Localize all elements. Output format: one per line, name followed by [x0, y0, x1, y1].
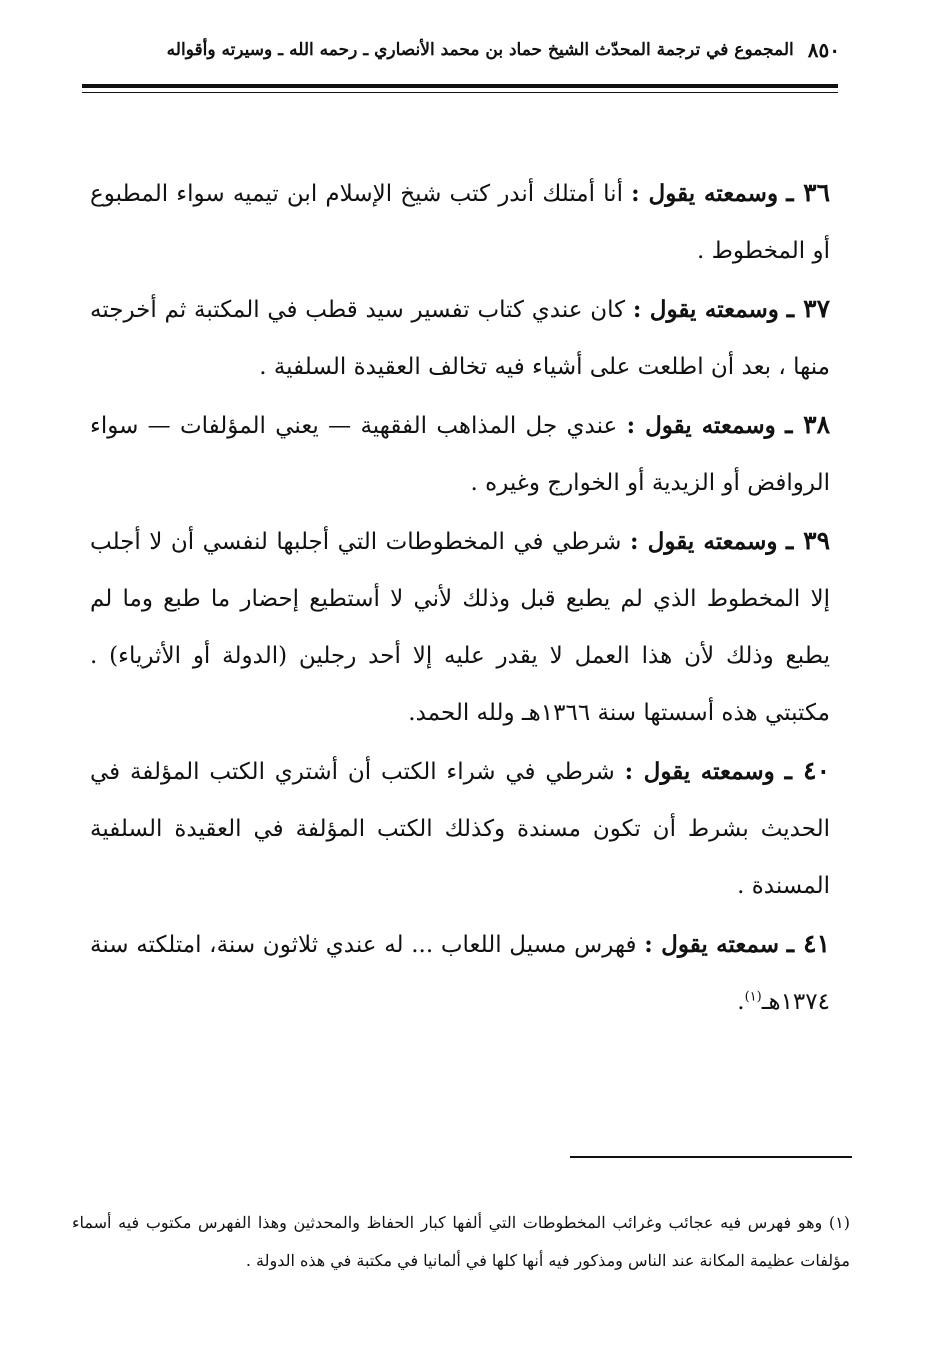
- entry-number: ٣٩ ـ: [785, 526, 830, 555]
- entry-number: ٣٦ ـ: [786, 178, 831, 207]
- main-text: [90, 164, 830, 1031]
- entry-number: ٤٠ ـ: [784, 756, 830, 785]
- entry-lead: وسمعته يقول :: [632, 296, 779, 323]
- entry-36: [90, 164, 830, 280]
- entry-lead: وسمعته يقول :: [629, 528, 778, 555]
- entry-number: ٣٨ ـ: [785, 410, 830, 439]
- entry-number: ٤١ ـ: [786, 929, 831, 958]
- footnote-separator: [570, 1156, 852, 1158]
- entry-lead: وسمعته يقول :: [631, 180, 779, 207]
- entry-41: [90, 915, 830, 1031]
- entry-text: فهرس مسيل اللعاب ... له عندي ثلاثون سنة، امتلكته سنة ١٣٧٤هـ: [90, 932, 830, 1015]
- entry-text: كان عندي كتاب تفسير سيد قطب في المكتبة ثم أخرجته منها ، بعد أن اطلعت على أشياء فيه تخالف العقيدة السلفية .: [90, 297, 830, 380]
- header-rule-thick: [82, 84, 838, 88]
- entry-text: عندي جل المذاهب الفقهية — يعني المؤلفات — سواء الروافض أو الزيدية أو الخوارج وغيره .: [90, 413, 830, 496]
- footnote-reference: (١): [744, 989, 762, 1005]
- entry-text: أنا أمتلك أندر كتب شيخ الإسلام ابن تيميه سواء المطبوع أو المخطوط .: [90, 181, 830, 264]
- entry-lead: وسمعته يقول :: [624, 758, 775, 785]
- footnote: (١) وهو فهرس فيه عجائب وغرائب المخطوطات التي ألفها كبار الحفاظ والمحدثين وهذا الفهرس مكتوب فيه أسماء مؤلفات عظيمة المكانة عند الناس ومذكور فيه أنها كلها في ألمانيا في مكتبة في هذه الدولة .: [72, 1213, 850, 1270]
- entry-text: شرطي في شراء الكتب أن أشتري الكتب المؤلفة في الحديث بشرط أن تكون مسندة وكذلك الكتب المؤلفة في العقيدة السلفية المسندة .: [90, 759, 830, 899]
- entry-text: شرطي في المخطوطات التي أجلبها لنفسي أن لا أجلب إلا المخطوط الذي لم يطبع قبل وذلك لأني لا أستطيع إحضار ما طبع وما لم يطبع وذلك لأن هذا العمل لا يقدر عليه إلا أحد رجلين (الدولة أو الأثرياء) . مكتبتي هذه أسستها سنة ١٣٦٦هـ ولله الحمد.: [90, 529, 830, 726]
- page-number: ٨٥٠: [807, 38, 840, 62]
- running-header: [110, 30, 840, 70]
- entry-38: [90, 396, 830, 512]
- entry-40: [90, 742, 830, 915]
- entry-37: [90, 280, 830, 396]
- entry-number: ٣٧ ـ: [786, 294, 831, 323]
- entry-lead: وسمعته يقول :: [626, 412, 776, 439]
- entry-lead: سمعته يقول :: [644, 931, 780, 958]
- header-title: المجموع في ترجمة المحدّث الشيخ حماد بن محمد الأنصاري ـ رحمه الله ـ وسيرته وأقواله: [166, 40, 794, 60]
- entry-tail: .: [737, 989, 745, 1015]
- header-rule-thin: [82, 92, 838, 93]
- entry-39: [90, 512, 830, 742]
